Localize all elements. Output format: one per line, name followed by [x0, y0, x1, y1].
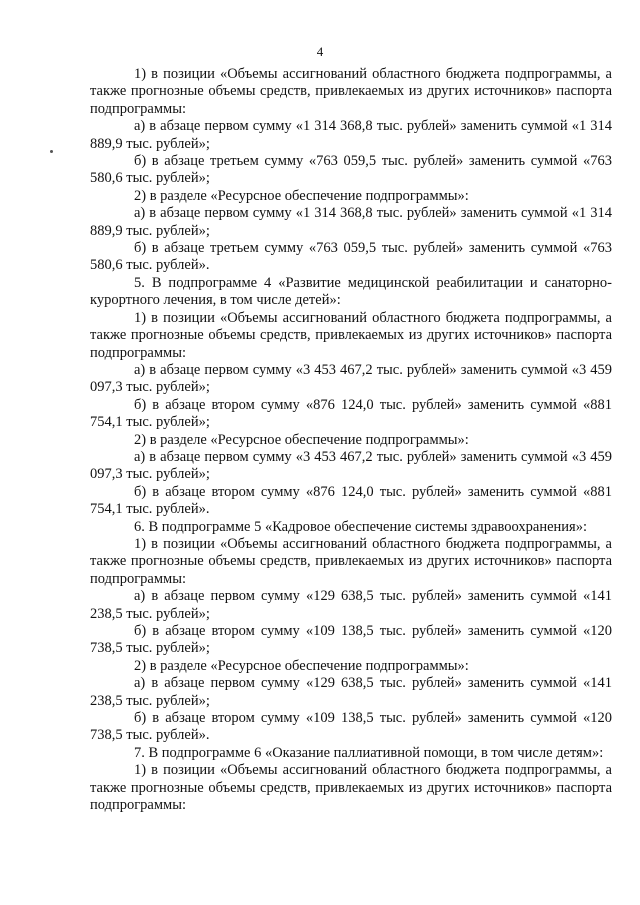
paragraph: 2) в разделе «Ресурсное обеспечение подпрограммы»: — [134, 657, 469, 674]
scan-speck — [50, 150, 53, 153]
paragraph: а) в абзаце первом сумму «129 638,5 тыс. рублей» заменить суммой «141 238,5 тыс. рублей»; — [90, 588, 612, 622]
paragraph: а) в абзаце первом сумму «3 453 467,2 тыс. рублей» заменить суммой «3 459 097,3 тыс. рублей»; — [90, 361, 612, 396]
document-body — [90, 66, 612, 814]
paragraph: б) в абзаце втором сумму «876 124,0 тыс. рублей» заменить суммой «881 754,1 тыс. рублей»; — [90, 396, 612, 431]
paragraph: б) в абзаце втором сумму «109 138,5 тыс. рублей» заменить суммой «120 738,5 тыс. рублей»; — [90, 623, 612, 657]
paragraph: 2) в разделе «Ресурсное обеспечение подпрограммы»: — [134, 431, 469, 448]
paragraph: а) в абзаце первом сумму «1 314 368,8 тыс. рублей» заменить суммой «1 314 889,9 тыс. рублей»; — [90, 205, 612, 239]
paragraph: а) в абзаце первом сумму «1 314 368,8 тыс. рублей» заменить суммой «1 314 889,9 тыс. рублей»; — [90, 118, 612, 152]
paragraph: 1) в позиции «Объемы ассигнований областного бюджета подпрограммы, а также прогнозные объемы средств, привлекаемых из других источников» паспорта подпрограммы: — [90, 309, 612, 361]
page-number: 4 — [316, 44, 324, 59]
paragraph: 1) в позиции «Объемы ассигнований областного бюджета подпрограммы, а также прогнозные объемы средств, привлекаемых из других источников» паспорта подпрограммы: — [90, 66, 612, 117]
paragraph: 7. В подпрограмме 6 «Оказание паллиативной помощи, в том числе детям»: — [134, 744, 604, 761]
paragraph: б) в абзаце втором сумму «109 138,5 тыс. рублей» заменить суммой «120 738,5 тыс. рублей». — [90, 710, 612, 744]
paragraph: 2) в разделе «Ресурсное обеспечение подпрограммы»: — [134, 187, 469, 204]
paragraph: б) в абзаце втором сумму «876 124,0 тыс. рублей» заменить суммой «881 754,1 тыс. рублей». — [90, 483, 612, 518]
paragraph: 1) в позиции «Объемы ассигнований областного бюджета подпрограммы, а также прогнозные объемы средств, привлекаемых из других источников» паспорта подпрограммы: — [90, 535, 612, 587]
paragraph: 1) в позиции «Объемы ассигнований областного бюджета подпрограммы, а также прогнозные объемы средств, привлекаемых из других источников» паспорта подпрограммы: — [90, 762, 612, 814]
paragraph: б) в абзаце третьем сумму «763 059,5 тыс. рублей» заменить суммой «763 580,6 тыс. рублей». — [90, 240, 612, 274]
paragraph: а) в абзаце первом сумму «3 453 467,2 тыс. рублей» заменить суммой «3 459 097,3 тыс. рублей»; — [90, 448, 612, 483]
paragraph: 6. В подпрограмме 5 «Кадровое обеспечение системы здравоохранения»: — [134, 518, 587, 535]
paragraph: 5. В подпрограмме 4 «Развитие медицинской реабилитации и санаторно-курортного лечения, в том числе детей»: — [90, 274, 612, 309]
paragraph: б) в абзаце третьем сумму «763 059,5 тыс. рублей» заменить суммой «763 580,6 тыс. рублей»; — [90, 153, 612, 187]
paragraph: а) в абзаце первом сумму «129 638,5 тыс. рублей» заменить суммой «141 238,5 тыс. рублей»; — [90, 675, 612, 709]
